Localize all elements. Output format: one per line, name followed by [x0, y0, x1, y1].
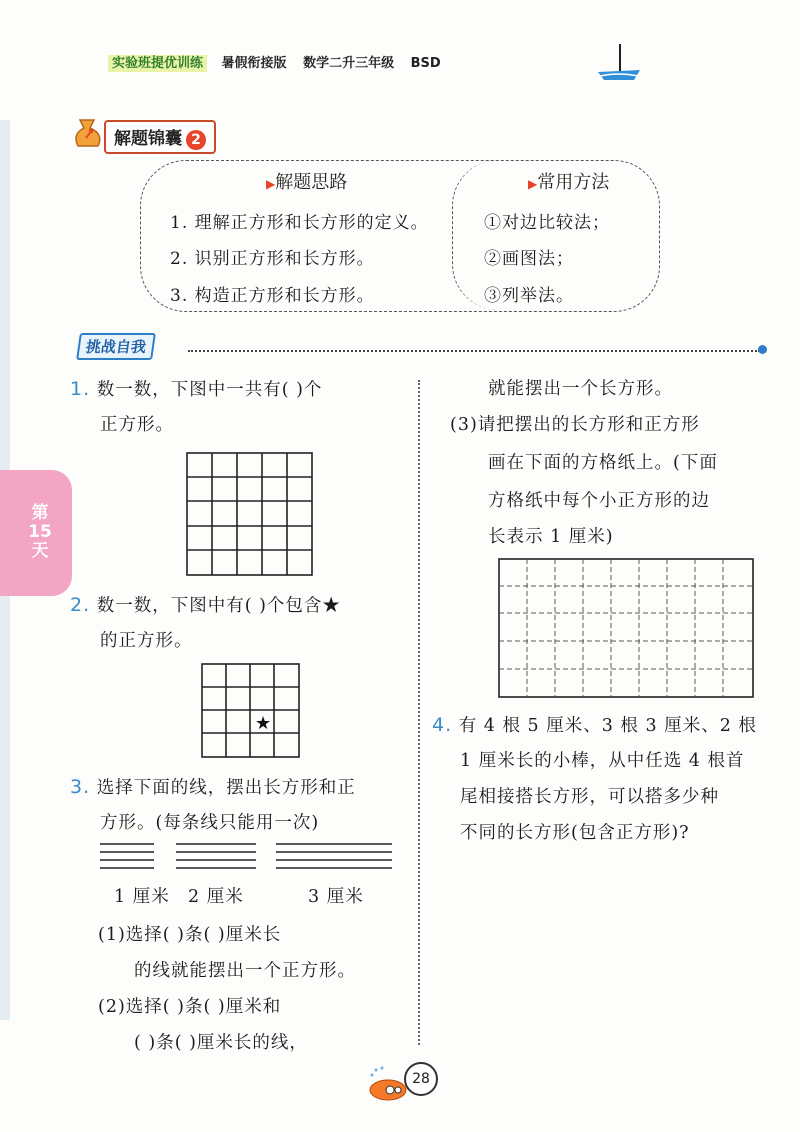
code-label: BSD [410, 56, 441, 71]
day-tab-label: 第 15 天 [28, 503, 52, 561]
q1-grid-figure [186, 452, 316, 578]
page-header [108, 52, 441, 71]
money-bag-icon [70, 116, 106, 150]
edition-label: 暑假衔接版 [221, 56, 287, 71]
tip-item-2: 2. 识别正方形和长方形。 [170, 249, 375, 269]
q4-line3: 尾相接搭长方形，可以搭多少种 [460, 787, 719, 807]
star-mark: ★ [255, 713, 272, 734]
q2-grid-figure [201, 663, 301, 759]
q3-part3-line3: 方格纸中每个小正方形的边 [488, 491, 710, 511]
label-1cm: 1 厘米 [114, 887, 170, 907]
right-tip-heading: ▶常用方法 [528, 172, 610, 193]
challenge-title: 挑战自我 [76, 333, 156, 360]
q3-line1: 3. 选择下面的线，摆出长方形和正 [70, 776, 356, 798]
q2-line2: 的正方形。 [100, 631, 193, 651]
label-2cm: 2 厘米 [188, 887, 244, 907]
q3-part1-line2: 的线就能摆出一个正方形。 [134, 961, 356, 981]
tip-item-3: 3. 构造正方形和长方形。 [170, 286, 375, 306]
boat-icon [594, 42, 644, 84]
tip-item-1: 1. 理解正方形和长方形的定义。 [170, 213, 429, 233]
q4-line4: 不同的长方形(包含正方形)? [460, 823, 690, 843]
q4-line1: 4. 有 4 根 5 厘米、3 根 3 厘米、2 根 [432, 714, 757, 736]
brand-label: 实验班提优训练 [108, 55, 207, 72]
divider-dot [758, 345, 767, 354]
method-item-3: ③列举法。 [484, 286, 574, 306]
subject-label: 数学二升三年级 [303, 56, 395, 71]
q3-line2: 方形。(每条线只能用一次) [100, 813, 320, 833]
page-number: 28 [404, 1062, 438, 1096]
q3-line-sticks [100, 838, 400, 878]
q3-part2-line2: ( )条( )厘米长的线， [134, 1033, 308, 1053]
q3-drawing-grid [498, 558, 756, 700]
q3-part3-line4: 长表示 1 厘米) [488, 527, 614, 547]
label-3cm: 3 厘米 [308, 887, 364, 907]
q2-line1: 2. 数一数，下图中有( )个包含★ [70, 594, 341, 616]
q3-part2-line1: (2)选择( )条( )厘米和 [98, 997, 282, 1017]
method-item-1: ①对边比较法； [484, 213, 610, 233]
q3-part1-line1: (1)选择( )条( )厘米长 [98, 925, 282, 945]
method-item-2: ②画图法； [484, 249, 574, 269]
left-tip-heading: ▶解题思路 [266, 172, 348, 193]
column-divider [418, 380, 420, 1045]
q3-part3-line2: 画在下面的方格纸上。(下面 [488, 453, 718, 473]
tips-title: 解题锦囊 2 [104, 120, 216, 154]
q3-part3-line1: (3)请把摆出的长方形和正方形 [450, 415, 700, 435]
q1-line2: 正方形。 [100, 415, 174, 435]
q1-line1: 1. 数一数，下图中一共有( )个 [70, 378, 323, 400]
challenge-divider [188, 350, 760, 352]
q4-line2: 1 厘米长的小棒，从中任选 4 根首 [460, 751, 745, 771]
q3-part2-line3: 就能摆出一个长方形。 [488, 379, 673, 399]
